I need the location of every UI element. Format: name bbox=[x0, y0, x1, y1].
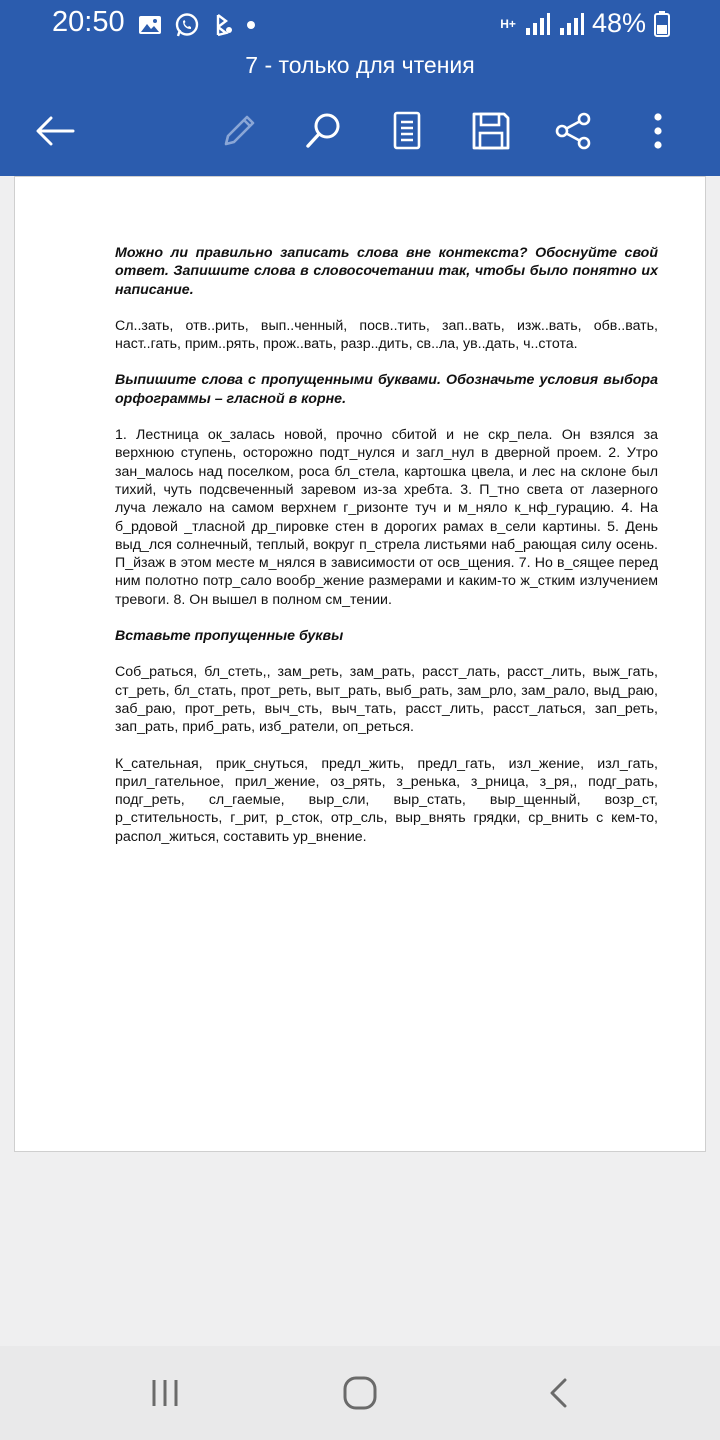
status-right-icons bbox=[500, 8, 670, 39]
recent-apps-icon bbox=[149, 1378, 181, 1408]
nav-back-button[interactable] bbox=[530, 1370, 586, 1416]
image-icon bbox=[138, 15, 162, 35]
bluetooth-headset-icon bbox=[212, 13, 234, 37]
home-button[interactable] bbox=[332, 1370, 388, 1416]
reading-view-icon bbox=[392, 111, 422, 151]
task-text-2: 1. Лестница ок_залась новой, прочно сбитой и не скр_пела. Он взялся за верхнюю ступень, осторожно подт_нулся и загл_нул в дверной проем. 2. Утро зан_малось над поселком, роса бл_стела, картошка цвела, и лес на склоне был тихий, чуть подсвеченный заревом из-за хребта. 3. П_тно света от лазерного луча лежало на самом верхнем г_ризонте туч и м_няло к_нф_гурацию. 4. На б_рдовой _тласной др_пировке стен в дорогих рамах в_сели картины. 5. День выд_лся солнечный, теплый, вокруг п_стрела листьями наб_рающая силу осень. П_йзаж в этом месте м_нялся в зависимости от осв_щения. 7. Но в_сящее перед ним полотно потр_сало вообр_жение размерами и каким-то ж_стким излучением тревоги. 8. Он вышел в полном см_тении. bbox=[115, 427, 658, 608]
recent-apps-button[interactable] bbox=[137, 1370, 193, 1416]
document-title: 7 - только для чтения bbox=[245, 52, 475, 78]
toolbar bbox=[0, 98, 720, 164]
status-left-icons bbox=[138, 12, 256, 38]
status-bar bbox=[0, 0, 720, 48]
share-button[interactable] bbox=[548, 106, 598, 156]
save-icon bbox=[471, 111, 511, 151]
home-icon bbox=[342, 1375, 378, 1411]
reading-view-button[interactable] bbox=[382, 106, 432, 156]
task-text-1: Сл..зать, отв..рить, вып..ченный, посв..тить, зап..вать, изж..вать, обв..вать, наст..гать, прим..рять, прож..вать, разр..дить, св..ла, ув..дать, ч..стота. bbox=[115, 317, 658, 353]
back-button[interactable] bbox=[30, 106, 80, 156]
search-button[interactable] bbox=[298, 106, 348, 156]
more-vert-icon bbox=[652, 111, 664, 151]
document-content bbox=[115, 244, 658, 864]
system-nav-bar bbox=[0, 1346, 720, 1440]
signal-icon bbox=[524, 12, 550, 36]
battery-icon bbox=[654, 11, 670, 37]
whatsapp-icon bbox=[174, 12, 200, 38]
task-text-3: Соб_раться, бл_стеть,, зам_реть, зам_рать, расст_лать, расст_лить, выж_гать, ст_реть, бл_стать, прот_реть, выт_рать, выб_рать, зам_рло, зам_рало, выд_раю, заб_раю, прот_реть, выч_сть, выч_тать, расст_лить, расст_латься, зап_реть, зап_рать, приб_рать, изб_ратели, оп_реться. bbox=[115, 664, 658, 736]
status-time: 20:50 bbox=[52, 6, 125, 38]
back-arrow-icon bbox=[35, 115, 75, 147]
share-icon bbox=[553, 111, 593, 151]
app-bar bbox=[0, 0, 720, 176]
battery-percent: 48% bbox=[591, 8, 646, 38]
task-heading-2: Выпишите слова с пропущенными буквами. Обозначьте условия выбора орфограммы – гласной в корне. bbox=[115, 372, 658, 407]
search-icon bbox=[303, 111, 343, 151]
network-type: H+ bbox=[500, 16, 516, 31]
edit-button[interactable] bbox=[214, 106, 264, 156]
signal-icon-2 bbox=[558, 12, 584, 36]
document-page[interactable] bbox=[14, 176, 706, 1152]
dot-icon bbox=[246, 20, 256, 30]
task-heading-1: Можно ли правильно записать слова вне контекста? Обоснуйте свой ответ. Запишите слова в словосочетании так, чтобы было понятно их написание. bbox=[115, 245, 658, 298]
task-text-4: К_сательная, прик_снуться, предл_жить, предл_гать, изл_жение, изл_гать, прил_гательное, прил_жение, оз_рять, з_ренька, з_рница, з_ря,, подг_рать, подг_реть, сл_гаемые, выр_сли, выр_стать, выр_щенный, возр_ст, р_стительность, г_рит, р_сток, отр_сль, выр_внять грядки, ср_внить с кем-то, распол_житься, составить ур_внение. bbox=[115, 755, 658, 845]
save-button[interactable] bbox=[466, 106, 516, 156]
more-options-button[interactable] bbox=[633, 106, 683, 156]
edit-pencil-icon bbox=[220, 112, 258, 150]
task-heading-3: Вставьте пропущенные буквы bbox=[115, 628, 344, 645]
back-icon bbox=[547, 1377, 569, 1409]
